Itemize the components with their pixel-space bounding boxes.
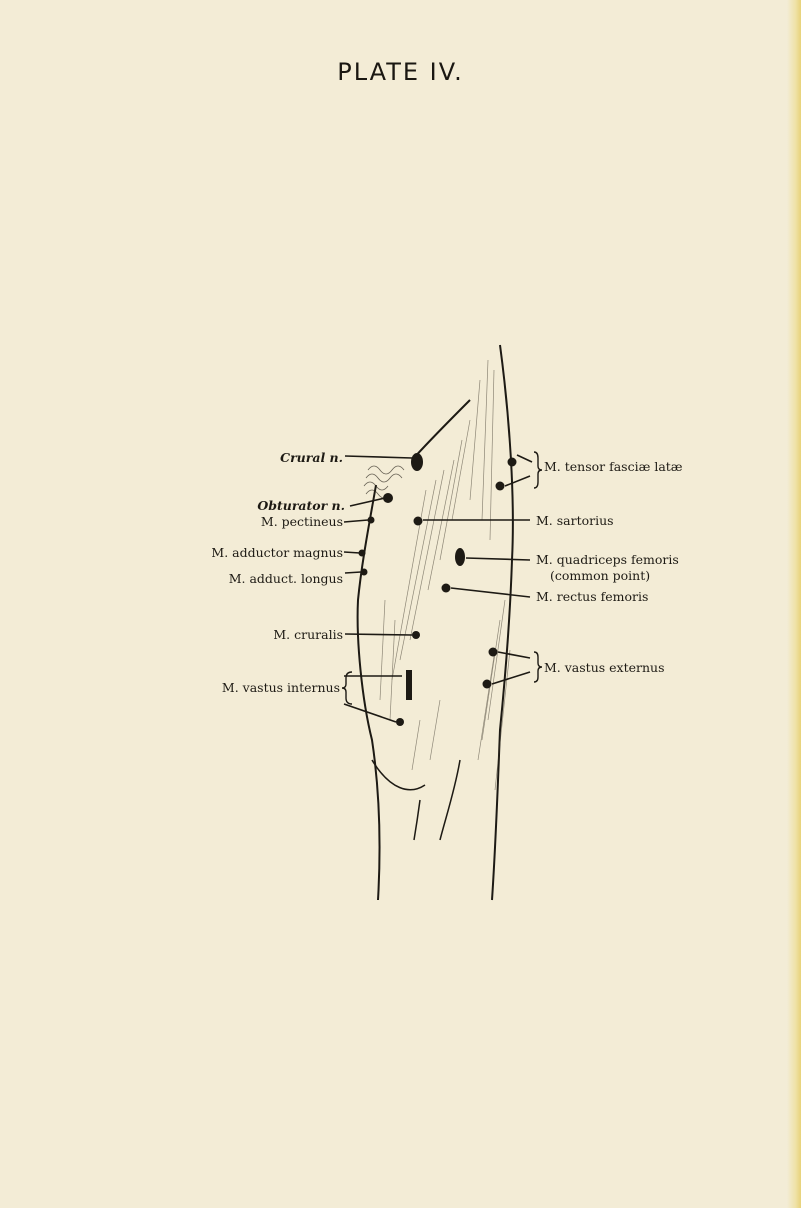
marker-vastus-internus — [406, 670, 412, 700]
marker-vastus-internus-lower — [396, 718, 404, 726]
plate-title: PLATE IV. — [337, 58, 464, 86]
marker-pectineus — [368, 517, 375, 524]
label-sartorius: M. sartorius — [536, 513, 614, 528]
label-quadriceps-1: M. quadriceps femoris — [536, 552, 679, 567]
thigh-outline — [358, 345, 513, 900]
label-cruralis: M. cruralis — [273, 627, 343, 642]
marker-quadriceps — [455, 548, 465, 566]
label-crural-n: Crural n. — [280, 450, 343, 465]
marker-tensor-lower — [496, 482, 505, 491]
marker-adduct-longus — [361, 569, 368, 576]
label-quadriceps-2: (common point) — [550, 568, 651, 583]
marker-sartorius — [414, 517, 423, 526]
label-adduct-longus: M. adduct. longus — [228, 571, 343, 586]
label-adductor-magnus: M. adductor magnus — [211, 545, 343, 560]
marker-vastus-externus-upper — [489, 648, 498, 657]
label-obturator-n: Obturator n. — [257, 498, 345, 513]
marker-vastus-externus-lower — [483, 680, 492, 689]
marker-crural-n — [411, 453, 423, 471]
label-tensor-fasciae-latae: M. tensor fasciæ latæ — [544, 459, 683, 474]
marker-cruralis — [412, 631, 420, 639]
marker-tensor-upper — [508, 458, 517, 467]
label-rectus-femoris: M. rectus femoris — [536, 589, 649, 604]
label-vastus-externus: M. vastus externus — [544, 660, 665, 675]
label-vastus-internus: M. vastus internus — [221, 680, 340, 695]
inguinal-region — [364, 466, 404, 498]
label-pectineus: M. pectineus — [260, 514, 343, 529]
marker-rectus-femoris — [442, 584, 451, 593]
